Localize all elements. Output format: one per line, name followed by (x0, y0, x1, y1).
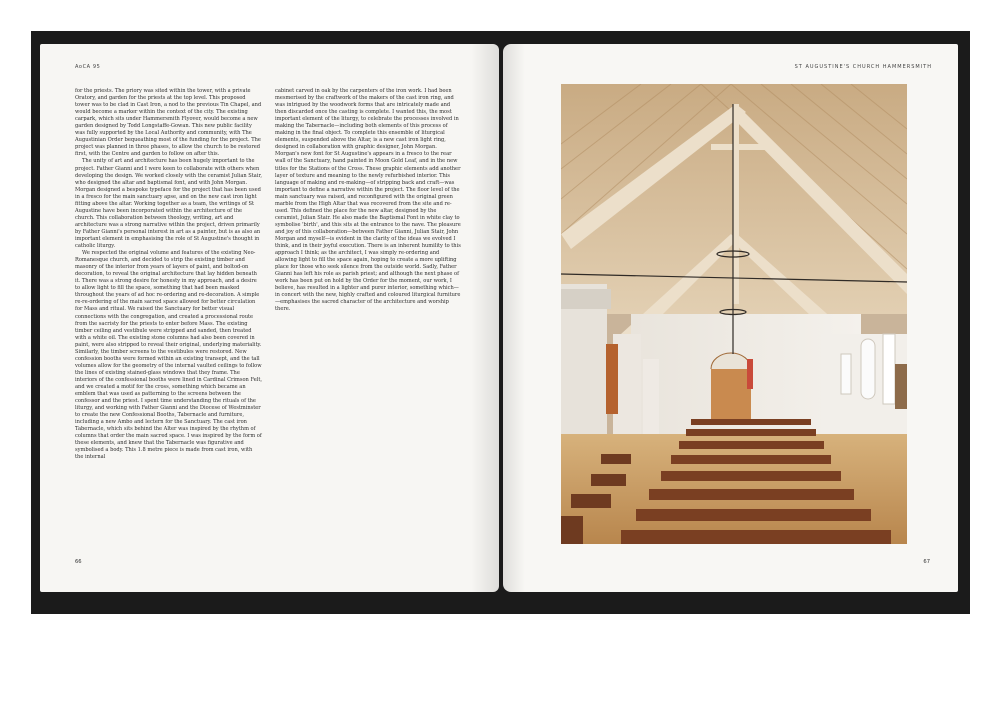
page-number-right: 67 (923, 559, 930, 565)
right-page (503, 44, 958, 592)
paragraph: cabinet carved in oak by the carpenters of the iron work. I had been mesmerised by the craftwork of the makers of the cast iron ring, and was intrigued by the woodwork forms that are intricately made and then discarded once the casting is complete. I wanted this, the most important element of the liturgy, to celebrate the processes involved in making the Tabernacle—including both elements of this process of making in the final object. To complete this ensemble of liturgical elements, suspended above the Altar, is a new cast iron light ring, designed in collaboration with graphic designer, John Morgan. Morgan's new font for St Augustine's appears in a fresco to the rear wall of the Sanctuary, hand painted in Moon Gold Leaf, and in the new titles for the Stations of the Cross. These graphic elements add another layer of texture and meaning to the newly refurbished interior. This language of making and re-making—of stripping back and craft—was important to define a narrative within the project. The floor level of the main sanctuary was raised, and reconfigured with the original green marble from the High Altar that was recovered from the site and re-used. This defined the place for the new altar, designed by the ceramist, Julian Stair. He also made the Baptismal Font in white clay to symbolise 'birth', and this sits at the entrance to the nave. The pleasure and joy of this collaboration—between Father Gianni, Julian Stair, John Morgan and myself—is evident in the clarity of the ideas we evolved I think, and in their joyful execution. There is an inherent humility to this approach I think; as the architect, I was simply re-ordering and allowing light to fill the space again, hoping to create a more uplifting place for those who seek silence from the outside world. Sadly, Father Gianni has left his role as parish priest; and although the next phase of work has been put on hold by the Order for the moment, our work, I believe, has resulted in a lighter and purer interior, something which—in concert with the new, highly crafted and coloured liturgical furniture—emphasises the sacred character of the architecture and worship there. (275, 88, 461, 313)
text-column-1 (75, 88, 262, 461)
church-interior-photo (561, 84, 907, 544)
paragraph: We respected the original volume and features of the existing Neo-Romanesque church, and decided to strip the existing timber and masonry of the interior from years of layers of paint, and boltod-on decoration, to reveal the original architecture that lay hidden beneath it. There was a strong desire for honesty in my approach, and a desire to allow light to fill the space, something that had been masked throughout the years of ad hoc re-ordering and re-decoration. A simple re-re-ordering of the main sacred space allowed for better circulation for Mass and ritual. We raised the Sanctuary for better visual connections with the congregation, and created a processional route from the sacristy for the priests to enter before Mass. The existing timber ceiling and vestibule were stripped and sanded, then treated with a white oil. The existing stone columns had also been covered in paint, were also stripped to reveal their original, underlying materiality. Similarly, the timber screens to the vestibules were restored. New confession booths were formed within an existing transept, and the tall volumes allow for the geometry of the internal vaulted ceilings to follow the lines of existing stained-glass windows that they frame. The interiors of the confessional booths were lined in Cardinal Crimson Felt, and we created a motif for the cross, something which became an emblem that was used as patterning to the screens between the confessor and the priest. I spent time understanding the rituals of the liturgy, and working with Father Gianni and the Diocese of Westminster to create the new Confessional Booths, Tabernacle and furniture, including a new Ambo and lectern for the Sanctuary. The cast iron Tabernacle, which sits behind the Alter was inspired by the rhythm of columns that order the main sacred space. I was inspired by the form of these elements, and knew that the Tabernacle was figurative and symbolised a body. This 1.8 metre piece is made from cast iron, with the internal (75, 250, 263, 461)
running-head-right: ST AUGUSTINE'S CHURCH HAMMERSMITH (794, 64, 932, 70)
text-column-2 (275, 88, 462, 314)
running-head-left: AoCA 95 (75, 64, 101, 70)
gutter-shadow-left (471, 44, 499, 592)
gutter-shadow-right (503, 44, 525, 592)
left-page (40, 44, 499, 592)
paragraph: for the priests. The priory was sited within the tower, with a private Oratory, and garden for the priests at the top level. This proposed tower was to be clad in Cast Iron, a nod to the previous Tin Chapel, and would become a marker within the context of the city. The existing carpark, which sits under Hammersmith Flyover, would become a new garden designed by Todd Longstaffe-Gowan. This new public facility was fully supported by the Local Authority and community, with The Augustinian Order bequeathing most of the funding for the project. The project was planned in three phases, to allow the church to be restored first, with the Centre and garden to follow on after this. (75, 88, 262, 158)
page-number-left: 66 (75, 559, 82, 565)
paragraph: The unity of art and architecture has been hugely important to the project. Father Gianni and I were keen to collaborate with others when developing the design. We worked closely with the ceramist Julian Stair, who designed the altar and baptismal font, and with John Morgan. Morgan designed a bespoke typeface for the project that has been used in a fresco for the main sanctuary apse, and on the new cast iron light fitting above the altar. Working together as a team, the writings of St Augustine have been incorporated within the architecture of the church. This collaboration between theology, writing, art and architecture was a strong narrative within the project, driven primarily by Father Gianni's personal interest in art as a painter, but is as also an important element in emphasising the role of St Augustine's thought in catholic liturgy. (75, 158, 262, 250)
